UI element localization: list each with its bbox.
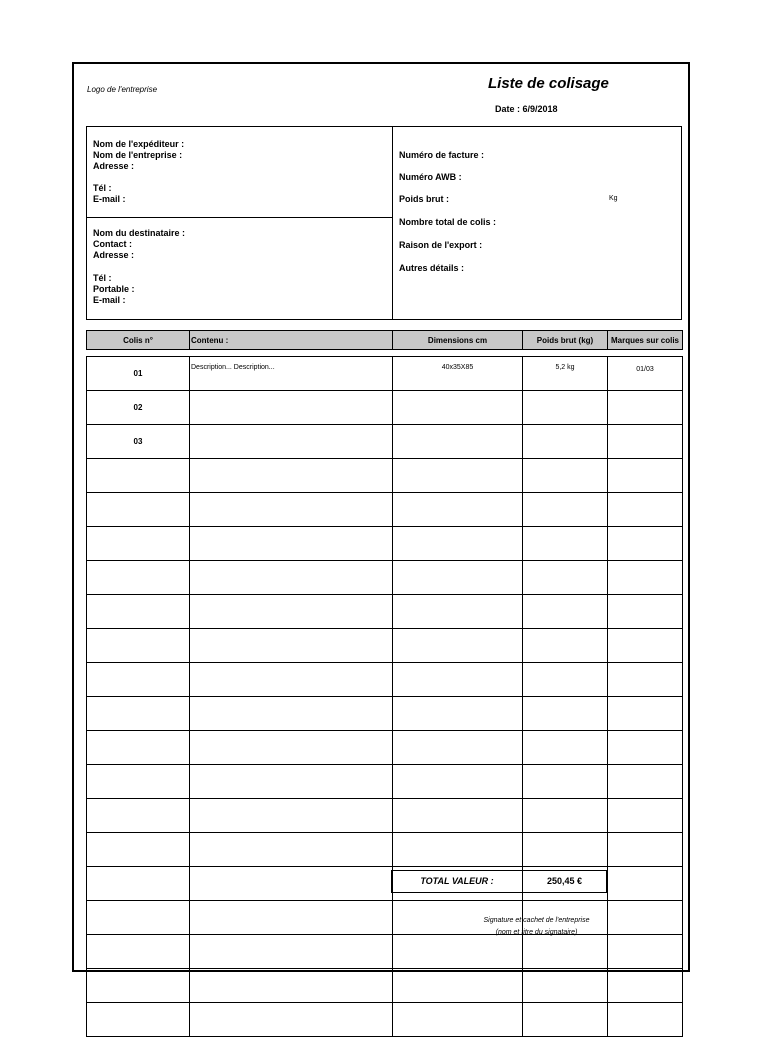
cell-contents[interactable]	[190, 425, 393, 459]
table-row	[87, 357, 683, 391]
table-row	[87, 629, 683, 663]
weight-unit: Kg	[609, 195, 618, 202]
cell-marks[interactable]	[608, 697, 683, 731]
cell-marks[interactable]	[608, 969, 683, 1003]
document-title: Liste de colisage	[488, 75, 609, 92]
cell-marks[interactable]	[608, 629, 683, 663]
gross-weight-label: Poids brut :	[399, 194, 449, 204]
table-row	[87, 833, 683, 867]
cell-package-no[interactable]	[87, 493, 190, 527]
cell-gross-weight[interactable]	[523, 765, 608, 799]
cell-contents[interactable]	[190, 901, 393, 935]
recipient-address-label: Adresse :	[93, 250, 135, 260]
awb-number-label: Numéro AWB :	[399, 172, 462, 182]
shipping-info-box	[86, 126, 682, 320]
cell-contents[interactable]	[190, 391, 393, 425]
col-header-dimensions: Dimensions cm	[393, 331, 523, 350]
cell-package-no[interactable]	[87, 595, 190, 629]
col-header-package-no: Colis n°	[87, 331, 190, 350]
cell-package-no[interactable]	[87, 731, 190, 765]
signature-line-2: (nom et titre du signataire)	[495, 929, 578, 936]
cell-package-no[interactable]: 02	[87, 391, 190, 425]
cell-gross-weight[interactable]	[523, 391, 608, 425]
cell-gross-weight[interactable]	[523, 561, 608, 595]
cell-marks[interactable]	[608, 425, 683, 459]
table-row	[87, 663, 683, 697]
cell-dimensions[interactable]	[393, 595, 523, 629]
cell-marks[interactable]	[608, 527, 683, 561]
table-row	[87, 935, 683, 969]
recipient-email-label: E-mail :	[93, 295, 126, 305]
cell-package-no[interactable]	[87, 697, 190, 731]
cell-marks[interactable]: 01/03	[608, 357, 683, 391]
total-packages-label: Nombre total de colis :	[399, 217, 497, 227]
table-row	[87, 459, 683, 493]
table-row	[87, 969, 683, 1003]
cell-marks[interactable]	[608, 765, 683, 799]
cell-package-no[interactable]	[87, 833, 190, 867]
cell-dimensions[interactable]	[393, 663, 523, 697]
cell-contents[interactable]	[190, 697, 393, 731]
cell-package-no[interactable]	[87, 867, 190, 901]
cell-marks[interactable]	[608, 459, 683, 493]
cell-dimensions[interactable]	[393, 391, 523, 425]
table-row	[87, 493, 683, 527]
cell-package-no[interactable]	[87, 459, 190, 493]
cell-contents[interactable]	[190, 833, 393, 867]
table-row	[87, 595, 683, 629]
col-header-gross-weight: Poids brut (kg)	[523, 331, 608, 350]
cell-package-no[interactable]	[87, 765, 190, 799]
table-row	[87, 527, 683, 561]
cell-dimensions[interactable]	[393, 629, 523, 663]
cell-contents[interactable]	[190, 731, 393, 765]
cell-gross-weight[interactable]	[523, 833, 608, 867]
cell-contents[interactable]: Description... Description...	[190, 357, 393, 391]
sender-name-label: Nom de l'expéditeur :	[93, 139, 185, 149]
table-row	[87, 425, 683, 459]
cell-dimensions[interactable]	[393, 697, 523, 731]
cell-package-no[interactable]	[87, 527, 190, 561]
sender-company-label: Nom de l'entreprise :	[93, 150, 183, 160]
cell-contents[interactable]	[190, 935, 393, 969]
cell-package-no[interactable]	[87, 799, 190, 833]
cell-dimensions[interactable]	[393, 459, 523, 493]
total-value-label: TOTAL VALEUR :	[392, 871, 523, 892]
cell-gross-weight[interactable]	[523, 697, 608, 731]
cell-dimensions[interactable]	[393, 731, 523, 765]
cell-contents[interactable]	[190, 493, 393, 527]
cell-package-no[interactable]	[87, 901, 190, 935]
date-label: Date :	[495, 104, 521, 114]
cell-gross-weight[interactable]	[523, 629, 608, 663]
cell-dimensions[interactable]	[393, 833, 523, 867]
total-value-amount: 250,45 €	[546, 876, 583, 886]
table-header	[86, 330, 683, 350]
table-row	[87, 1003, 683, 1037]
cell-marks[interactable]	[608, 1003, 683, 1037]
cell-package-no[interactable]: 01	[87, 357, 190, 391]
cell-dimensions[interactable]	[393, 765, 523, 799]
cell-dimensions[interactable]	[393, 799, 523, 833]
cell-marks[interactable]	[608, 493, 683, 527]
cell-contents[interactable]	[190, 765, 393, 799]
cell-gross-weight[interactable]	[523, 935, 608, 969]
recipient-mobile-label: Portable :	[93, 284, 135, 294]
export-reason-label: Raison de l'export :	[399, 240, 483, 250]
table-row	[87, 765, 683, 799]
cell-dimensions[interactable]	[393, 935, 523, 969]
cell-package-no[interactable]	[87, 561, 190, 595]
cell-marks[interactable]	[608, 731, 683, 765]
cell-dimensions[interactable]	[393, 1003, 523, 1037]
other-details-label: Autres détails :	[399, 263, 465, 273]
date-value: 6/9/2018	[522, 104, 558, 114]
cell-marks[interactable]	[608, 561, 683, 595]
cell-gross-weight[interactable]	[523, 459, 608, 493]
company-logo-placeholder: Logo de l'entreprise	[87, 85, 158, 94]
table-row	[87, 697, 683, 731]
cell-dimensions[interactable]	[393, 425, 523, 459]
cell-contents[interactable]	[190, 459, 393, 493]
cell-contents[interactable]	[190, 561, 393, 595]
recipient-contact-label: Contact :	[93, 239, 132, 249]
cell-package-no[interactable]	[87, 1003, 190, 1037]
cell-package-no[interactable]	[87, 629, 190, 663]
sender-address-label: Adresse :	[93, 161, 135, 171]
signature-line-1: Signature et cachet de l'entreprise	[483, 917, 590, 924]
col-header-contents: Contenu :	[190, 331, 393, 350]
table-row	[87, 731, 683, 765]
info-divider-horizontal	[87, 217, 392, 218]
table-row	[87, 561, 683, 595]
cell-contents[interactable]	[190, 969, 393, 1003]
recipient-name-label: Nom du destinataire :	[93, 228, 186, 238]
cell-contents[interactable]	[190, 799, 393, 833]
document-date	[495, 104, 558, 114]
cell-contents[interactable]	[190, 663, 393, 697]
table-row	[87, 391, 683, 425]
cell-gross-weight[interactable]: 5,2 kg	[523, 357, 608, 391]
table-row	[87, 799, 683, 833]
cell-package-no[interactable]: 03	[87, 425, 190, 459]
cell-marks[interactable]	[608, 663, 683, 697]
cell-contents[interactable]	[190, 527, 393, 561]
cell-marks[interactable]	[608, 867, 683, 901]
cell-gross-weight[interactable]	[523, 663, 608, 697]
recipient-phone-label: Tél :	[93, 273, 112, 283]
cell-contents[interactable]	[190, 1003, 393, 1037]
cell-gross-weight[interactable]	[523, 799, 608, 833]
cell-marks[interactable]	[608, 935, 683, 969]
cell-gross-weight[interactable]	[523, 969, 608, 1003]
col-header-marks: Marques sur colis	[608, 331, 683, 350]
cell-gross-weight[interactable]	[523, 493, 608, 527]
cell-dimensions[interactable]	[393, 493, 523, 527]
cell-package-no[interactable]	[87, 663, 190, 697]
cell-marks[interactable]	[608, 833, 683, 867]
cell-dimensions[interactable]	[393, 527, 523, 561]
cell-marks[interactable]	[608, 799, 683, 833]
cell-package-no[interactable]	[87, 969, 190, 1003]
cell-gross-weight[interactable]	[523, 731, 608, 765]
sender-email-label: E-mail :	[93, 194, 126, 204]
cell-marks[interactable]	[608, 391, 683, 425]
signature-block	[414, 915, 659, 939]
sender-phone-label: Tél :	[93, 183, 112, 193]
cell-gross-weight[interactable]	[523, 425, 608, 459]
cell-package-no[interactable]	[87, 935, 190, 969]
cell-contents[interactable]	[190, 629, 393, 663]
packing-list-document	[72, 62, 690, 972]
cell-contents[interactable]	[190, 595, 393, 629]
cell-contents[interactable]	[190, 867, 393, 901]
invoice-number-label: Numéro de facture :	[399, 150, 485, 160]
info-divider-vertical	[392, 127, 393, 319]
cell-dimensions[interactable]: 40x35X85	[393, 357, 523, 391]
cell-marks[interactable]	[608, 595, 683, 629]
total-value-box	[391, 870, 607, 893]
cell-gross-weight[interactable]	[523, 527, 608, 561]
cell-dimensions[interactable]	[393, 561, 523, 595]
cell-gross-weight[interactable]	[523, 595, 608, 629]
cell-gross-weight[interactable]	[523, 1003, 608, 1037]
cell-dimensions[interactable]	[393, 969, 523, 1003]
